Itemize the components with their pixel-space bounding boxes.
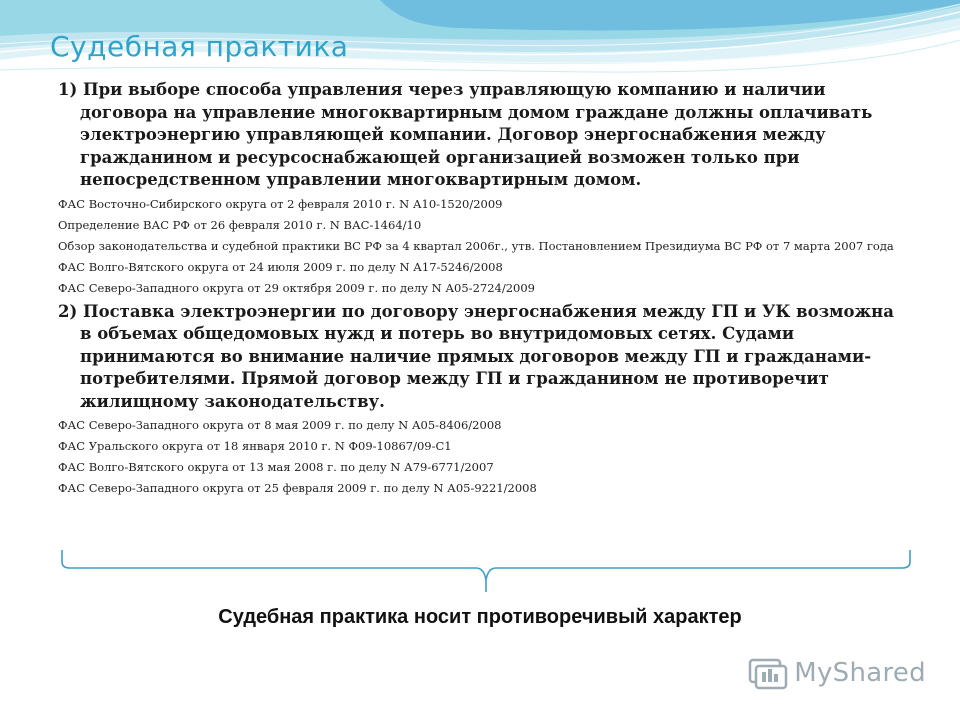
reference-item: Определение ВАС РФ от 26 февраля 2010 г. N ВАС-1464/10 (58, 217, 422, 232)
reference-item: ФАС Северо-Западного округа от 25 февраля 2009 г. по делу N А05-9221/2008 (58, 481, 537, 495)
curly-brace-icon (58, 546, 914, 594)
point-2-text: 2) Поставка электроэнергии по договору энергоснабжения между ГП и УК возможна в объемах общедомовых нужд и потерь во внутридомовых сетях. Судами принимаются во внимание наличие прямых договоров между ГП и гражданами-потребителями. Прямой договор между ГП и гражданином не противоречит жилищному законодательству. (58, 301, 894, 411)
point-2-references (58, 417, 908, 496)
reference-item: ФАС Волго-Вятского округа от 24 июля 2009 г. по делу N А17-5246/2008 (58, 259, 503, 274)
slide-content (58, 79, 908, 501)
myshared-logo-text: MyShared (794, 658, 926, 688)
reference-item: ФАС Северо-Западного округа от 8 мая 2009 г. по делу N А05-8406/2008 (58, 418, 502, 432)
point-1-text: 1) При выборе способа управления через управляющую компанию и наличии договора на управление многоквартирным домом граждане должны оплачивать электроэнергию управляющей компании. Договор энергоснабжения между гражданином и ресурсоснабжающей организацией возможен только при непосредственном управлении многоквартирным домом. (58, 80, 873, 189)
conclusion-text: Судебная практика носит противоречивый характер (218, 606, 742, 628)
point-1-references (58, 196, 908, 296)
reference-item: Обзор законодательства и судебной практики ВС РФ за 4 квартал 2006г., утв. Постановлением Президиума ВС РФ от 7 марта 2007 года (58, 238, 894, 253)
reference-item: ФАС Восточно-Сибирского округа от 2 февраля 2010 г. N А10-1520/2009 (58, 196, 503, 211)
reference-item: ФАС Уральского округа от 18 января 2010 г. N Ф09-10867/09-С1 (58, 439, 452, 453)
myshared-logo (748, 656, 926, 690)
reference-item: ФАС Волго-Вятского округа от 13 мая 2008 г. по делу N А79-6771/2007 (58, 460, 494, 474)
slide-title: Судебная практика (50, 30, 349, 63)
myshared-logo-icon (748, 656, 788, 690)
reference-item: ФАС Северо-Западного округа от 29 октября 2009 г. по делу N А05-2724/2009 (58, 280, 535, 295)
